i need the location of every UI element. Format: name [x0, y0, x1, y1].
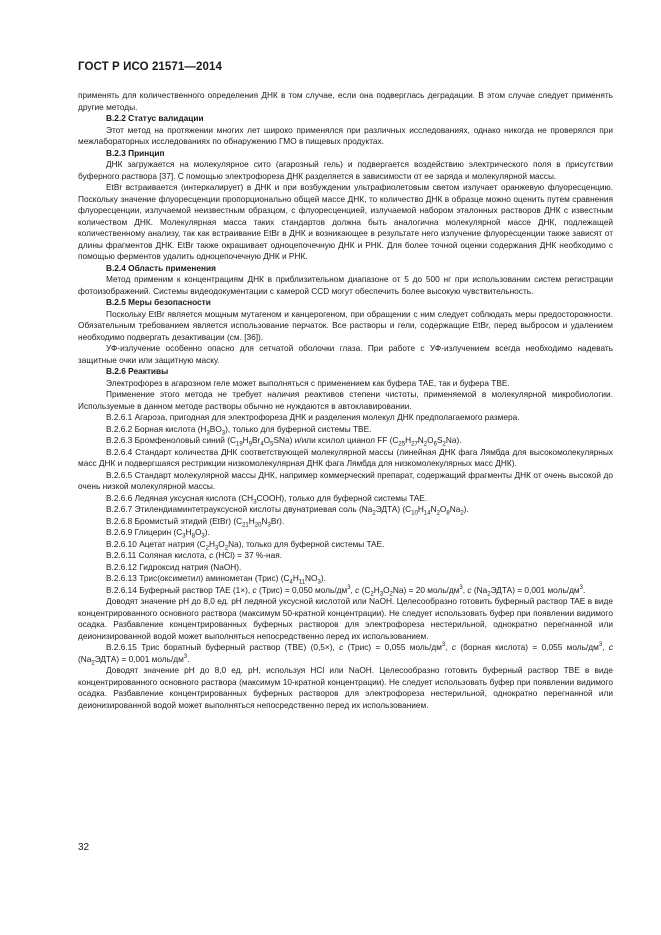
document-header: ГОСТ Р ИСО 21571—2014: [78, 61, 223, 73]
paragraph: Доводят значение pH до 8,0 ед. pH ледяной уксусной кислотой или NaOH. Целесообразно готовить буферный раствор TAE в виде концентрированного основного раствора (максимум 50-кратной концентрации). Не следует использовать буфер при появлении видимого осадка. Разбавление концентрированных буферных растворов для электрофореза нестерильной, однократно перегнанной или деионизированной водой может выполняться непосредственно перед их использованием.: [78, 596, 613, 641]
section-heading: В.2.6 Реактивы: [106, 366, 169, 376]
paragraph: В.2.6.12 Гидроксид натрия (NaOH).: [106, 561, 242, 572]
paragraph: Метод применим к концентрациям ДНК в приблизительном диапазоне от 5 до 500 нг при использовании систем регистрации фотоизображений. Системы видеодокументации с камерой CCD могут обеспечить более высокую чувствительность.: [78, 274, 613, 296]
paragraph: В.2.6.2 Борная кислота $(H_3BO_3)$, только для буферной системы TBE.: [106, 423, 372, 437]
paragraph: EtBr встраивается (интеркалирует) в ДНК и при возбуждении ультрафиолетовым светом излучает оранжевую флуоресценцию. Поскольку значение флуоресценции пропорционально общей массе ДНК, то количество ДНК в образце можно оценить путем сравнения флуоресценции, излучаемой неизвестным образцом, с флуоресценцией, излучаемой набором эталонных растворов ДНК с известным количеством ДНК. Молекулярная масса таких стандартов должна быть аналогична молекулярной массе ДНК, подлежащей количественному анализу, так как встраивание EtBr в ДНК и возникающее в результате него излучение флуоресценции также зависят от длины фрагментов ДНК. EtBr также окрашивает одноцепочечную ДНК и РНК. Для более точной оценки содержания ДНК необходимо с помощью ферментов удалить одноцепочечную ДНК и РНК.: [78, 182, 613, 261]
page-number: 32: [78, 842, 90, 853]
paragraph: В.2.6.11 Соляная кислота, c (HCl) = 37 %-ная.: [106, 550, 283, 560]
paragraph: В.2.6.14 Буферный раствор TAE (1×), c (Трис) = 0,050 моль/$дм^3$, c $(C_2H_3O_2Na) = 20$ моль/$дм^3$, c $(Na_2ЭДТА) = 0,001$ моль/$дм^3$.: [106, 584, 586, 598]
paragraph: В.2.6.13 Трис(оксиметил) аминометан (Трис) $(C_4H_{11}NO_3)$.: [106, 573, 326, 586]
section-heading: В.2.4 Область применения: [106, 262, 216, 273]
paragraph: Этот метод на протяжении многих лет широко применялся при различных исследованиях, однако никогда не проверялся при межлабораторных исследованиях по обнаружению ГМО в пищевых продуктах.: [78, 124, 613, 146]
section-heading: В.2.2 Статус валидации: [106, 113, 204, 123]
paragraph: применять для количественного определения ДНК в том случае, если она подверглась деградации. В этом случае следует применять другие методы.: [78, 90, 613, 112]
paragraph: В.2.6.4 Стандарт количества ДНК соответствующей молекулярной массы (линейная ДНК фага Лямбда для высокомолекулярных масс ДНК и подвергшаяся рестрикции низкомолекулярная ДНК фага Лямбда для низкомолекулярных масс ДНК).: [78, 446, 613, 468]
paragraph: В.2.6.15 Трис боратный буферный раствор (TBE) (0,5×), c (Трис) = 0,055 моль/$дм^3$, c (борная кислота) = 0,055 моль/$дм^3$, c $(Na_2ЭДТА) = 0,001$ моль/$дм^3$.: [78, 642, 613, 667]
paragraph: УФ-излучение особенно опасно для сетчатой оболочки глаза. При работе с УФ-излучением всегда необходимо надевать защитные очки или защитную маску.: [78, 343, 613, 365]
paragraph: Применение этого метода не требует наличия реактивов степени чистоты, применяемой в молекулярной микробиологии. Используемые в данном методе растворы обычно не нуждаются в автоклавировании.: [78, 389, 613, 411]
paragraph: В.2.6.8 Бромистый этидий (EtBr) $(C_{21}H_{20}N_3Br)$.: [106, 515, 285, 529]
paragraph: Поскольку EtBr является мощным мутагеном и канцерогеном, при обращении с ним следует соблюдать меры предосторожности. Обязательным требованием является использование перчаток. Все растворы и гели, содержащие EtBr, перед выбросом и удалением необходимо подвергать дезактивации (см. [36]).: [78, 308, 613, 342]
document-body: [78, 90, 613, 711]
section-heading: В.2.5 Меры безопасности: [106, 297, 211, 307]
paragraph: В.2.6.1 Агароза, пригодная для электрофореза ДНК и разделения молекул ДНК предполагаемого размера.: [106, 412, 520, 422]
paragraph: В.2.6.7 Этилендиаминтетрауксусной кислоты двунатриевая соль $(Na_2ЭДТА)$ $(C_{10}H_{14}N_2O_8Na_2)$.: [106, 504, 469, 517]
paragraph: В.2.6.9 Глицерин $(C_3H_8O_3)$.: [106, 527, 210, 540]
paragraph: В.2.6.10 Ацетат натрия $(C_2H_3O_2Na)$, только для буферной системы TAE.: [106, 538, 385, 552]
paragraph: Доводят значение pH до 8,0 ед. pH, используя HCl или NaOH. Целесообразно готовить буферный раствор TBE в виде концентрированного основного раствора (максимум 10-кратной концентрации). Не следует использовать буфер при появлении видимого осадка. Разбавление концентрированных буферных растворов для электрофореза нестерильной, однократно перегнанной или деионизированной водой может выполняться непосредственно перед их использованием.: [78, 665, 613, 710]
paragraph: В.2.6.5 Стандарт молекулярной массы ДНК, например коммерческий препарат, содержащий фрагменты ДНК от очень высокой до очень низкой молекулярной массы.: [78, 469, 613, 491]
paragraph: Электрофорез в агарозном геле может выполняться с применением как буфера TAE, так и буфера TBE.: [106, 377, 510, 388]
paragraph: В.2.6.3 Бромфеноловый синий $(C_{19}H_9Br_4O_5SNa)$ и/или ксилол цианол FF $(C_{25}H_{27}N_2O_6S_2Na)$.: [106, 435, 462, 448]
paragraph: В.2.6.6 Ледяная уксусная кислота $(CH_3COOH)$, только для буферной системы TAE.: [106, 492, 428, 506]
section-heading: В.2.3 Принцип: [106, 147, 165, 158]
paragraph: ДНК загружается на молекулярное сито (агарозный гель) и подвергается воздействию электрического поля в присутствии буферного раствора [37]. С помощью электрофореза ДНК разделяется в зависимости от ее заряда и молекулярной массы.: [78, 159, 613, 181]
